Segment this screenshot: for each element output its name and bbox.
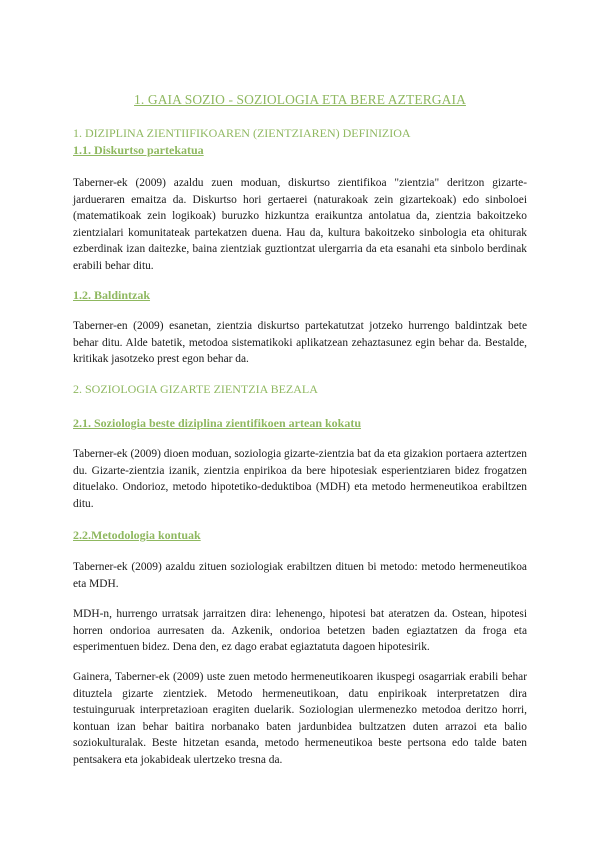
section-2-1-heading: 2.1. Soziologia beste diziplina zientifikoen artean kokatu [73,416,362,430]
section-2-2-heading: 2.2.Metodologia kontuak [73,528,201,542]
section-2-2-paragraph-2: MDH-n, hurrengo urratsak jarraitzen dira: lehenengo, hipotesi bat ateratzen da. Ostean, hipotesi horren ondorioa aurresaten da. Azkenik, ondorioa betetzen baden egiaztatzen da froga eta esperimentuen bidez. Dena den, ez dago erabat egiaztatuta dagoen hipotesirik. [73,608,527,653]
section-1-2-paragraph: Taberner-en (2009) esanetan, zientzia diskurtso partekatutzat jotzeko hurrengo baldintzak bete behar ditu. Alde batetik, metodoa sistematikoki aplikatzean zehaztasunez egin behar da. Bestalde, kritikak jasotzeko prest egon behar da. [73,320,527,365]
section-2-2-paragraph-1: Taberner-ek (2009) azaldu zituen soziologiak erabiltzen dituen bi metodo: metodo hermeneutikoa eta MDH. [73,561,527,590]
section-2-heading: 2. SOZIOLOGIA GIZARTE ZIENTZIA BEZALA [73,382,318,396]
section-1-heading: 1. DIZIPLINA ZIENTIIFIKOAREN (ZIENTZIAREN) DEFINIZIOA [73,126,411,140]
section-1-1-heading: 1.1. Diskurtso partekatua [73,143,204,157]
section-2-2-paragraph-3: Gainera, Taberner-ek (2009) uste zuen metodo hermeneutikoaren ikuspegi osagarriak erabili behar dituztela gizarte zientziek. Metodo hermeneutikoan, datu enpirikoak interpretatzen dira testuinguruak interpretazioan eragiten duelarik. Soziologian ulermenezko metodoa deritzo horri, kontuan izan behar baitira norbanako baten jardunbidea bultzatzen duten arrazoi eta balio soziokulturalak. Beste hitzetan esanda, metodo hermeneutikoa beste pertsona edo talde baten pentsakera eta jokabideak ulertzeko tresna da. [73,671,527,766]
section-2-1-paragraph: Taberner-ek (2009) dioen moduan, soziologia gizarte-zientzia bat da eta gizakion portaera aztertzen du. Gizarte-zientzia izanik, zientzia enpirikoa da bere hipotesiak esperientziaren bidez frogatzen dituelako. Ondorioz, metodo hipotetiko-deduktiboa (MDH) eta metodo hermeneutikoa erabiltzen ditu. [73,448,527,510]
document-title: 1. GAIA SOZIO - SOZIOLOGIA ETA BERE AZTERGAIA [134,92,466,107]
section-1-1-paragraph: Taberner-ek (2009) azaldu zuen moduan, diskurtso zientifikoa "zientzia" deritzon gizarte-jardueraren emaitza da. Diskurtso hori gertaerei (naturakoak zein gizartekoak) edo sinboloei (matematikoak zein logikoak) buruzko hizkuntza eraikuntza antolatua da, zientzia bakoitzeko zientzialari komunitateak partekatzen duena. Hau da, kultura bakoitzeko sinbologia eta ohiturak ezberdinak izan daitezke, baina zientziak guztiontzat ulergarria da eta esanahi eta sinbolo berdinak erabili behar ditu. [73,177,527,272]
section-1-2-heading: 1.2. Baldintzak [73,288,151,302]
